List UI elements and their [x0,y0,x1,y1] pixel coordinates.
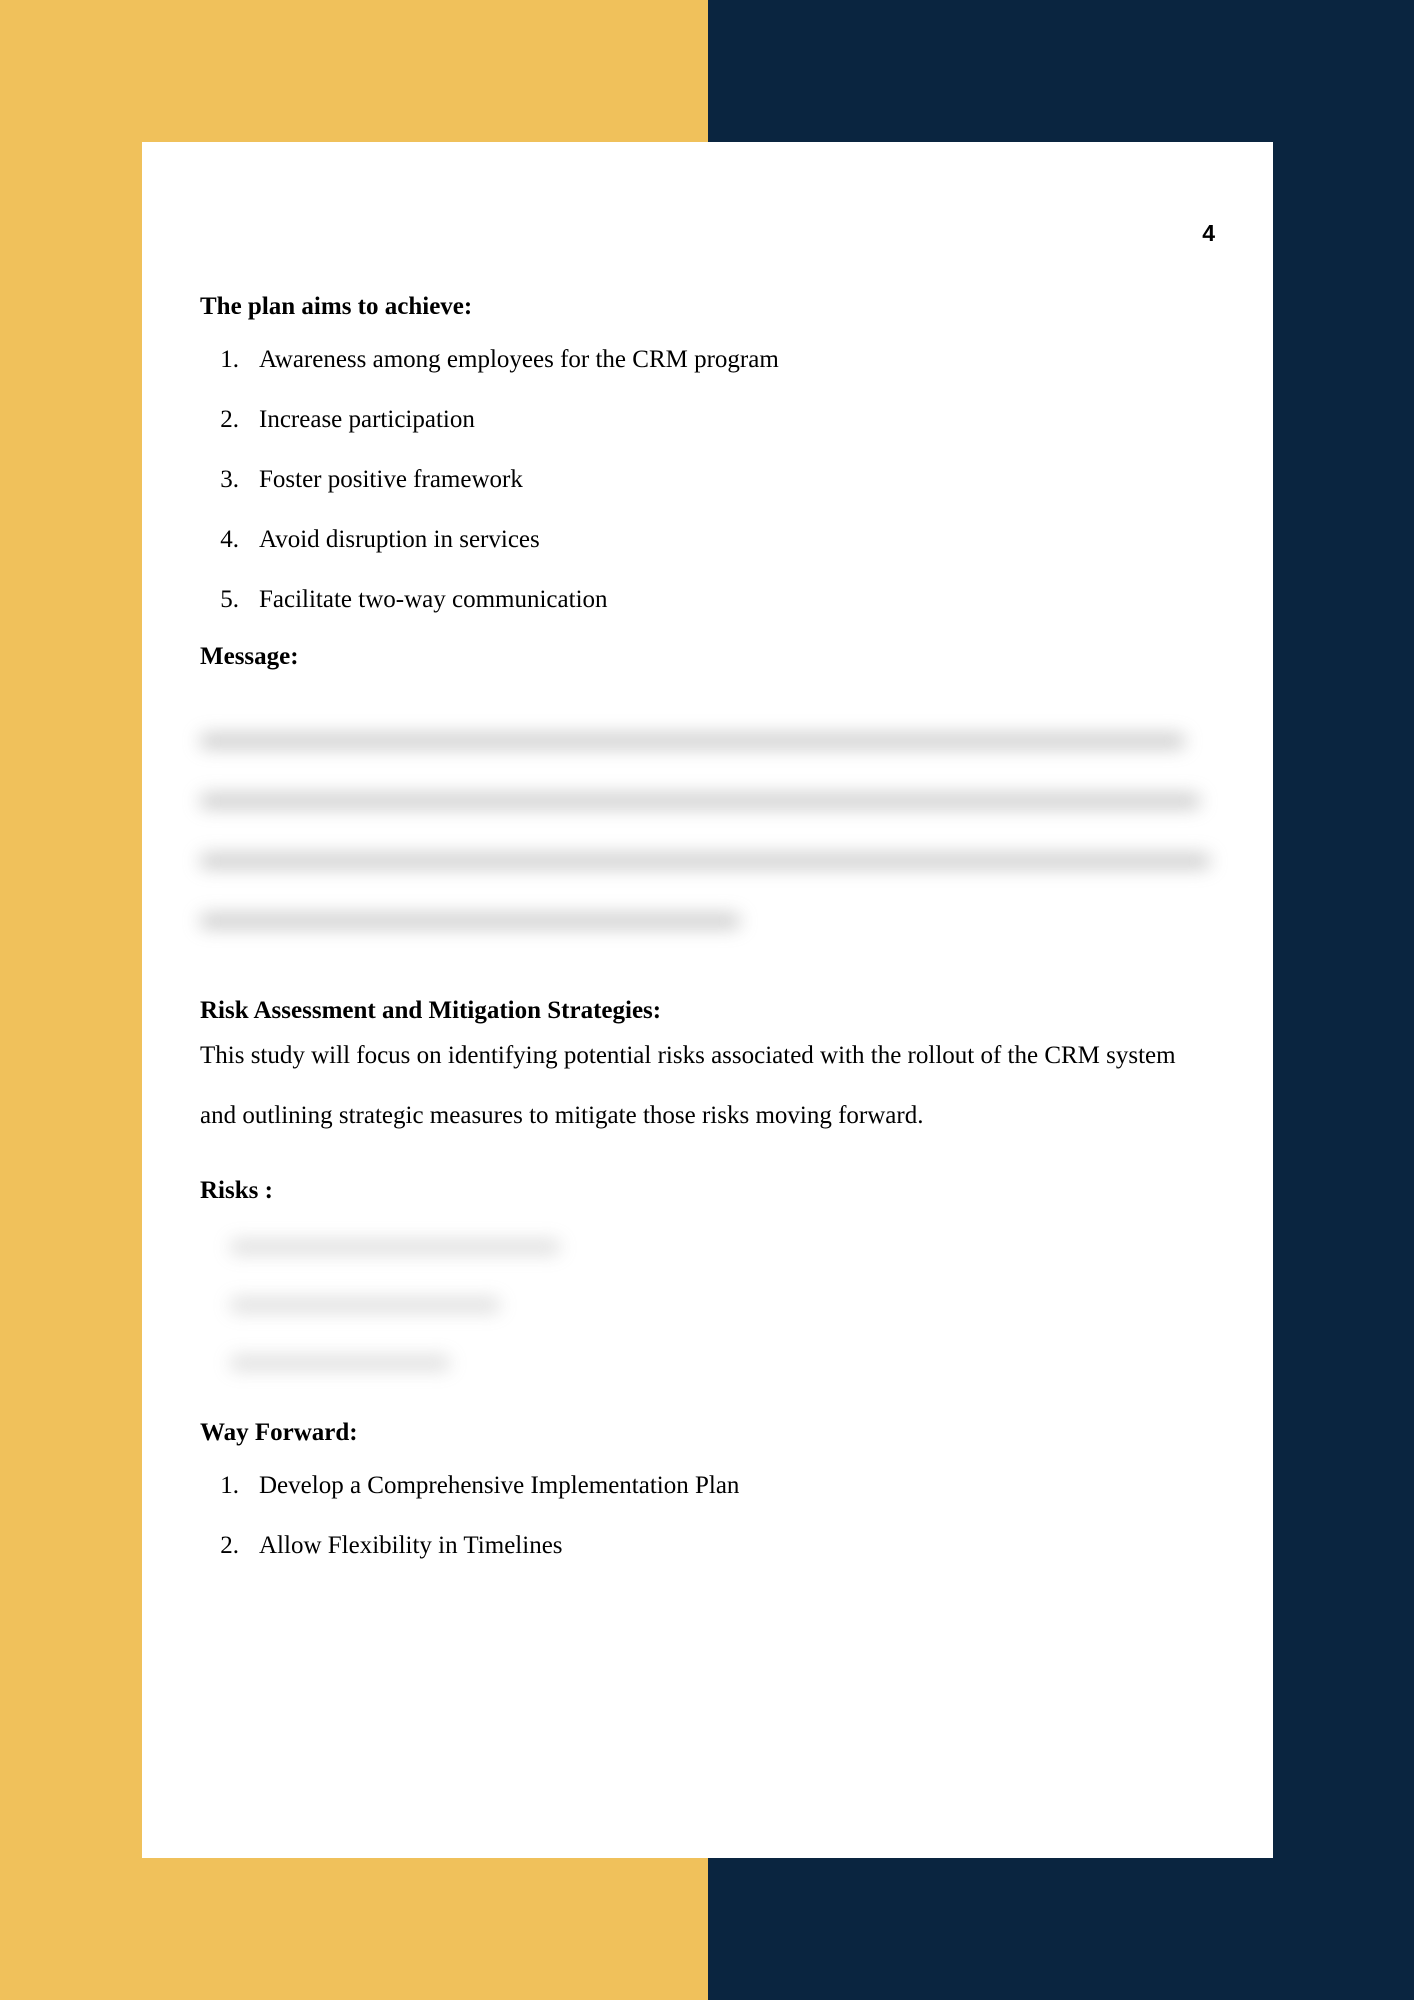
list-item-text: Avoid disruption in services [259,526,540,553]
list-item-text: Increase participation [259,406,475,433]
way-forward-heading: Way Forward: [200,1419,358,1446]
list-item-number: 4. [220,526,239,553]
document-page [142,142,1273,1858]
plan-list [200,330,1215,630]
list-item-text: Foster positive framework [259,466,523,493]
risks-heading: Risks : [200,1177,273,1204]
way-forward-list [200,1456,1215,1576]
list-item-text: Facilitate two-way communication [259,586,608,613]
list-item [200,570,1215,630]
list-item [200,1516,1215,1576]
list-item-number: 1. [220,346,239,373]
page-number: 4 [1202,220,1215,246]
message-heading: Message: [200,643,299,670]
list-item-text: Allow Flexibility in Timelines [259,1532,563,1559]
blurred-line [200,854,1210,868]
risk-assessment-heading: Risk Assessment and Mitigation Strategies: [200,997,662,1024]
list-item-number: 1. [220,1472,239,1499]
list-item [200,510,1215,570]
blurred-line [200,734,1185,748]
blurred-line [230,1298,500,1312]
blurred-line [200,914,740,928]
list-item [200,1456,1215,1516]
list-item-number: 2. [220,1532,239,1559]
list-item [200,390,1215,450]
blurred-line [230,1240,560,1254]
list-item-number: 5. [220,586,239,613]
list-item-number: 2. [220,406,239,433]
document-content [200,292,1215,1576]
list-item [200,450,1215,510]
list-item-number: 3. [220,466,239,493]
blurred-line [200,794,1200,808]
list-item-text: Awareness among employees for the CRM program [259,346,779,373]
blurred-line [230,1356,450,1370]
blurred-risks-list [230,1240,1215,1370]
list-item [200,330,1215,390]
list-item-text: Develop a Comprehensive Implementation Plan [259,1472,740,1499]
blurred-message-paragraph [200,734,1215,928]
plan-heading: The plan aims to achieve: [200,293,473,320]
risk-assessment-paragraph: This study will focus on identifying potential risks associated with the rollout of the CRM system and outlining strategic measures to mitigate those risks moving forward. [200,1042,1176,1129]
